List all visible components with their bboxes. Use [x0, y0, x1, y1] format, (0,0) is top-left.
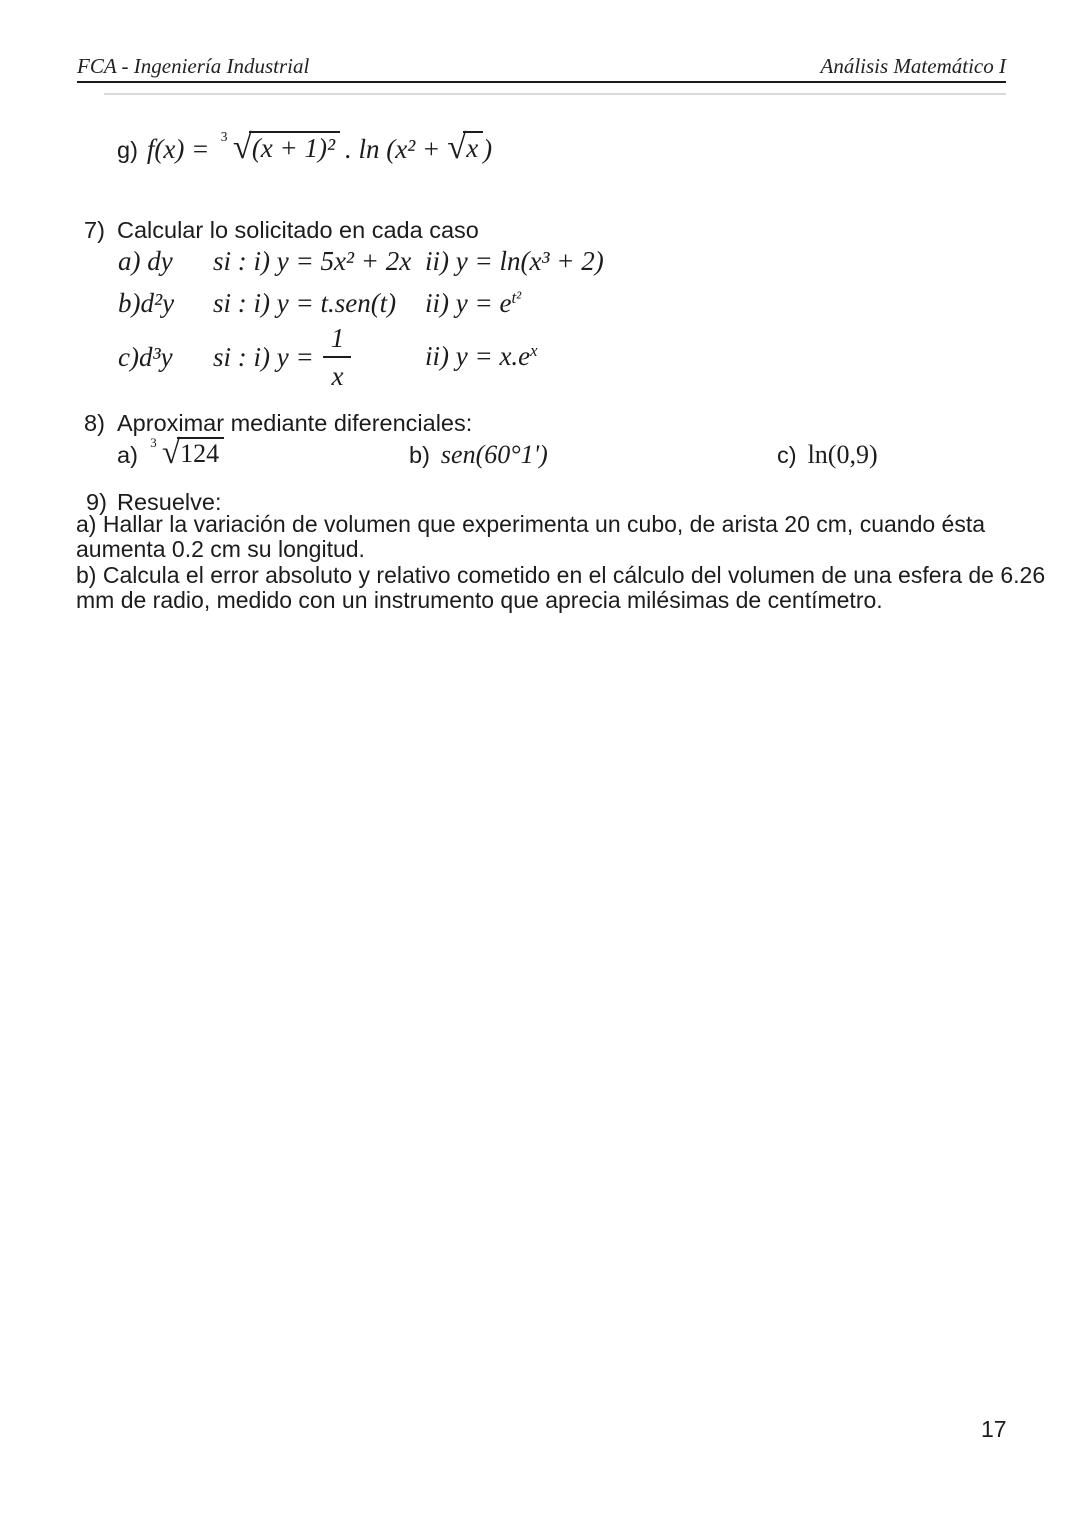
item-b-label: b) [409, 442, 430, 468]
page-number: 17 [981, 1416, 1007, 1442]
section-9-para-a-line-2: aumenta 0.2 cm su longitud. [76, 536, 365, 563]
radicand: x [463, 131, 483, 164]
exercise-item-g [117, 130, 492, 165]
row-a-target: a) dy [118, 246, 173, 276]
radical-sign: √ [447, 128, 467, 166]
item-g-middle: . ln (x² + [344, 134, 441, 164]
item-g-label: g) [117, 137, 138, 163]
section-8-title: Aproximar mediante diferenciales: [117, 410, 473, 436]
section-8-heading [84, 410, 472, 437]
section-7-row-b [118, 288, 521, 319]
section-8-item-c [777, 440, 878, 470]
radicand: (x + 1)² [249, 131, 340, 164]
header-subject-title: Análisis Matemático I [820, 54, 1006, 78]
section-7-row-a [118, 246, 604, 277]
section-8-item-a [117, 436, 409, 469]
item-b-expression: sen(60°1') [440, 440, 548, 469]
header-rule-shadow [104, 93, 1006, 95]
root-index: 3 [150, 434, 157, 450]
radical-sign: √ [232, 128, 252, 166]
item-c-label: c) [777, 442, 797, 468]
row-a-case-i: si : i) y = 5x² + 2x [213, 246, 412, 276]
row-b-target: b)d²y [118, 288, 175, 319]
row-c-case-i [213, 322, 425, 391]
section-9-paragraphs [76, 512, 1045, 613]
radicand: 124 [177, 437, 224, 469]
cube-root-radical [149, 436, 224, 469]
row-c-case-ii [425, 341, 538, 372]
square-root-radical [447, 130, 483, 165]
section-7-title: Calcular lo solicitado en cada caso [117, 217, 479, 243]
cube-root-radical [219, 130, 340, 165]
header-course-title: FCA - Ingeniería Industrial [77, 54, 310, 78]
page-header [77, 54, 1006, 83]
row-c-case-i-lead: si : i) y = [213, 341, 314, 372]
section-7-row-c [118, 322, 538, 391]
row-c-target: c)d³y [118, 341, 173, 372]
section-9-para-b-line-1: b) Calcula el error absoluto y relativo cometido en el cálculo del volumen de una esfera de 6.26 [76, 561, 1046, 588]
section-9-para-b-line-2: mm de radio, medido con un instrumento que aprecia milésimas de centímetro. [76, 586, 883, 613]
section-9-para-a-line-1: a) Hallar la variación de volumen que experimenta un cubo, de arista 20 cm, cuando ésta [76, 511, 986, 537]
section-9-number: 9) [86, 489, 107, 515]
item-g-function-lead: f(x) = [146, 134, 210, 164]
section-8-items [117, 436, 878, 470]
fraction [323, 322, 353, 391]
section-8-item-b [409, 440, 777, 470]
row-b-case-ii-exponent: t² [511, 288, 522, 307]
radical-sign: √ [161, 434, 181, 471]
section-9-title: Resuelve: [117, 489, 222, 515]
row-c-case-ii-base: ii) y = x.e [425, 341, 531, 372]
row-b-case-ii-base: ii) y = e [425, 288, 512, 319]
section-7-heading [84, 217, 479, 244]
item-a-label: a) [117, 442, 138, 468]
row-b-case-ii [425, 288, 521, 319]
row-a-case-ii: ii) y = ln(x³ + 2) [425, 246, 604, 276]
root-index: 3 [220, 128, 228, 144]
row-b-case-i: si : i) y = t.sen(t) [213, 288, 397, 319]
row-c-case-ii-exponent: x [530, 341, 538, 361]
item-g-close-paren: ) [483, 134, 493, 164]
section-8-number: 8) [84, 410, 105, 436]
section-7-number: 7) [84, 217, 105, 243]
fraction-denominator: x [323, 356, 351, 390]
item-c-expression: ln(0,9) [807, 440, 878, 469]
fraction-numerator: 1 [330, 322, 345, 353]
